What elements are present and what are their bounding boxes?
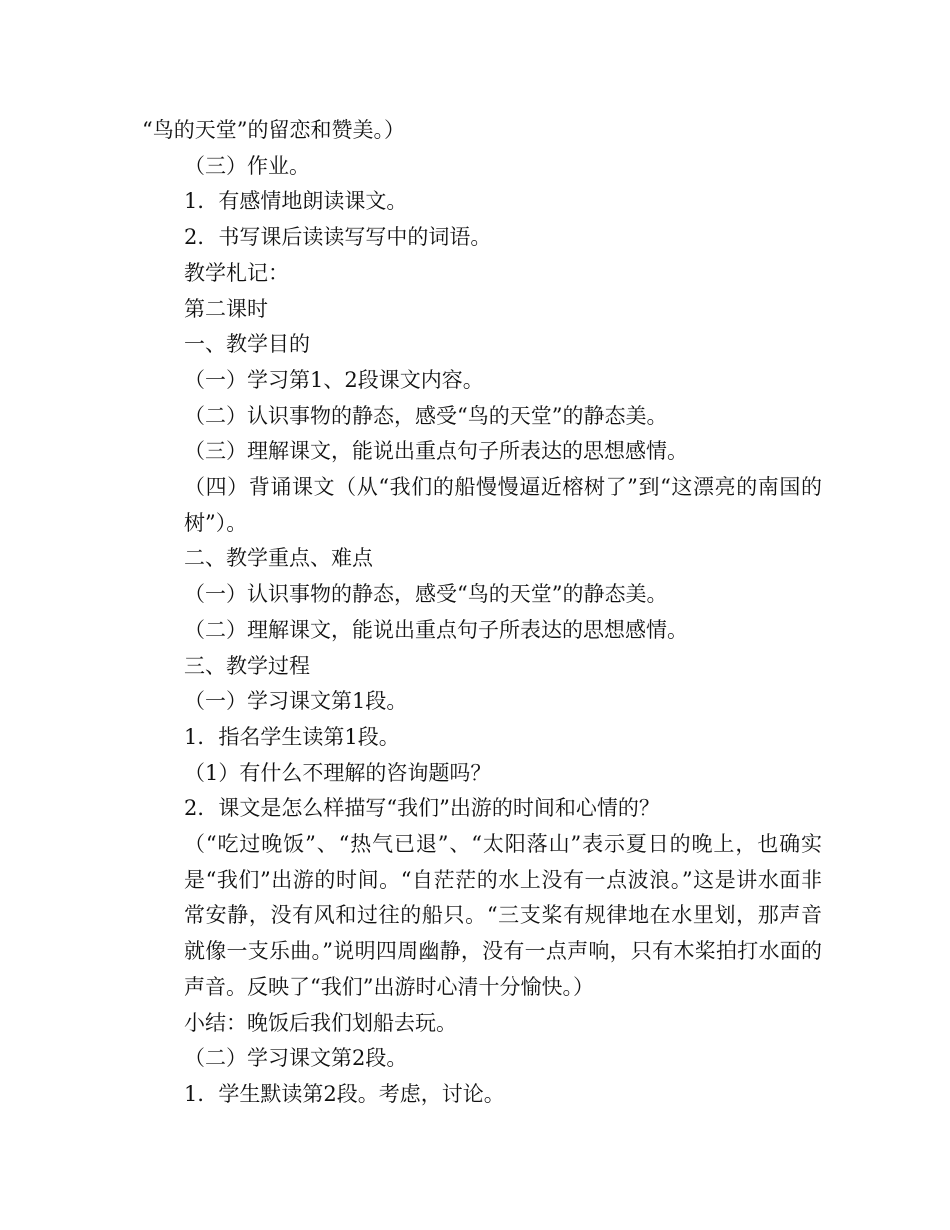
paragraph: （一）学习课文第1段。 [184, 689, 408, 714]
paragraph: （二）认识事物的静态，感受“鸟的天堂”的静态美。 [184, 403, 668, 428]
paragraph: 三、教学过程 [184, 653, 310, 678]
paragraph: 教学札记： [184, 260, 289, 285]
paragraph: （四）背诵课文（从“我们的船慢慢逼近榕树了”到“这漂亮的南国的树”）。 [184, 475, 822, 535]
paragraph: （二）理解课文，能说出重点句子所表达的思想感情。 [184, 617, 688, 642]
paragraph: 一、教学目的 [184, 332, 310, 357]
paragraph: 二、教学重点、难点 [184, 546, 373, 571]
paragraph: （一）学习第1、2段课文内容。 [184, 367, 484, 392]
paragraph: 2．书写课后读读写写中的词语。 [184, 225, 492, 250]
paragraph: （三）作业。 [184, 153, 310, 178]
paragraph: 第二课时 [184, 296, 268, 321]
paragraph: （“吃过晚饭”、“热气已退”、“太阳落山”表示夏日的晚上，也确实是“我们”出游的时间。“自茫茫的水上没有一点波浪。”这是讲水面非常安静，没有风和过往的船只。“三支桨有规律地在水里划，那声音就像一支乐曲。”说明四周幽静，没有一点声响，只有木桨拍打水面的声音。反映了“我们”出游时心清十分愉快。） [184, 832, 822, 999]
paragraph: 2．课文是怎么样描写“我们”出游的时间和心情的？ [184, 796, 660, 821]
paragraph: 1．有感情地朗读课文。 [184, 189, 408, 214]
paragraph: （1）有什么不理解的咨询题吗？ [184, 760, 492, 785]
paragraph: （三）理解课文，能说出重点句子所表达的思想感情。 [184, 439, 688, 464]
paragraph: “鸟的天堂”的留恋和赞美。） [142, 118, 405, 142]
document-body [142, 113, 822, 1113]
paragraph: 1．指名学生读第1段。 [184, 724, 400, 749]
paragraph: （一）认识事物的静态，感受“鸟的天堂”的静态美。 [184, 582, 668, 607]
paragraph: 1．学生默读第2段。考虑，讨论。 [184, 1081, 505, 1106]
paragraph: （二）学习课文第2段。 [184, 1046, 408, 1071]
paragraph: 小结：晚饭后我们划船去玩。 [184, 1010, 457, 1035]
